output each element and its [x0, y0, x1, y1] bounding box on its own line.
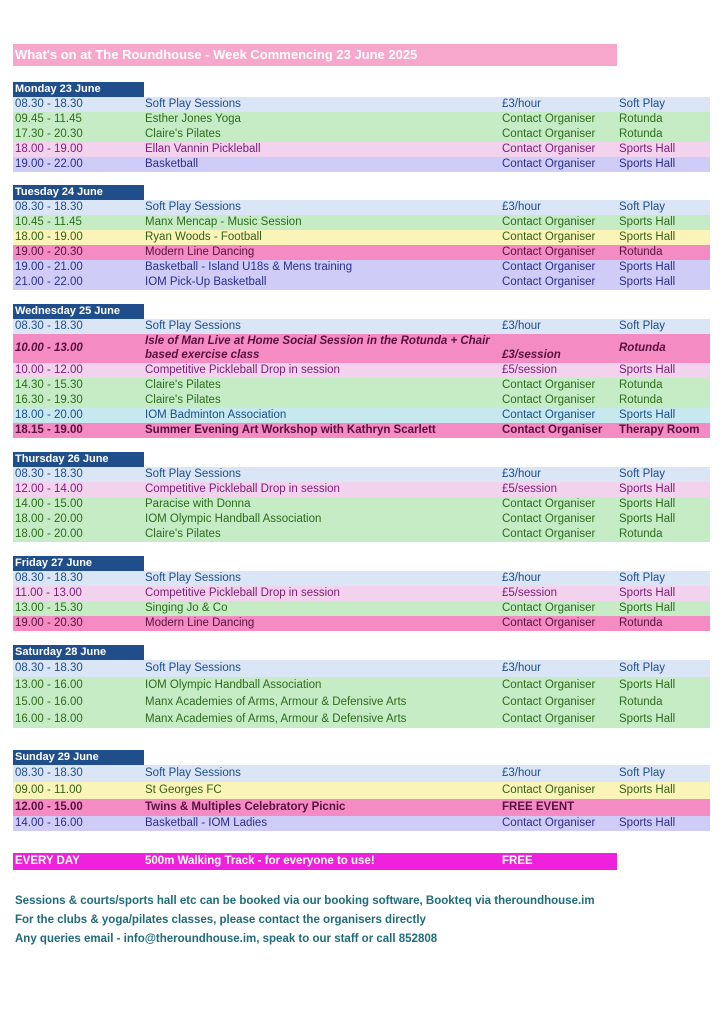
event-venue: Sports Hall [619, 784, 676, 796]
day-section [13, 304, 710, 438]
day-header: Monday 23 June [13, 82, 144, 97]
event-price: Contact Organiser [502, 113, 596, 125]
event-row [13, 215, 710, 230]
day-section [13, 645, 710, 728]
event-venue: Sports Hall [619, 231, 676, 243]
event-row [13, 816, 710, 831]
event-row [13, 260, 710, 275]
event-time: 11.00 - 13.00 [15, 587, 82, 599]
event-venue: Therapy Room [619, 424, 700, 436]
event-name: St Georges FC [145, 784, 222, 796]
event-row [13, 97, 710, 112]
event-venue: Soft Play [619, 662, 666, 674]
event-price: £5/session [502, 483, 557, 495]
event-time: 08.30 - 18.30 [15, 201, 83, 213]
event-name: Summer Evening Art Workshop with Kathryn Scarlett [145, 424, 436, 436]
event-row [13, 512, 710, 527]
day-header: Sunday 29 June [13, 750, 144, 765]
event-venue: Sports Hall [619, 158, 676, 170]
event-time: 13.00 - 16.00 [15, 679, 83, 691]
day-section [13, 556, 710, 631]
footer-line-clubs: For the clubs & yoga/pilates classes, please contact the organisers directly [15, 914, 426, 926]
event-time: 09.45 - 11.45 [15, 113, 82, 125]
event-time: 08.30 - 18.30 [15, 662, 83, 674]
event-price: Contact Organiser [502, 143, 596, 155]
event-name: Claire's Pilates [145, 128, 221, 140]
event-venue: Sports Hall [619, 364, 676, 376]
event-name: Ellan Vannin Pickleball [145, 143, 261, 155]
event-price: Contact Organiser [502, 784, 596, 796]
event-venue: Sports Hall [619, 216, 676, 228]
event-venue: Rotunda [619, 696, 663, 708]
event-row [13, 363, 710, 378]
event-row [13, 393, 710, 408]
event-venue: Sports Hall [619, 483, 676, 495]
event-price: Contact Organiser [502, 409, 596, 421]
event-price: Contact Organiser [502, 513, 596, 525]
event-row [13, 334, 710, 363]
day-header: Saturday 28 June [13, 645, 144, 660]
event-row [13, 586, 710, 601]
event-venue: Sports Hall [619, 409, 676, 421]
event-price: Contact Organiser [502, 394, 596, 406]
event-price: Contact Organiser [502, 128, 596, 140]
event-time: 18.00 - 19.00 [15, 143, 83, 155]
event-price: Contact Organiser [502, 158, 596, 170]
event-price: Contact Organiser [502, 379, 596, 391]
everyday-price: FREE [502, 855, 533, 867]
event-time: 17.30 - 20.30 [15, 128, 83, 140]
event-time: 10.00 - 13.00 [15, 342, 83, 354]
event-time: 14.00 - 15.00 [15, 498, 83, 510]
event-name: Manx Academies of Arms, Armour & Defensive Arts [145, 696, 407, 708]
event-price: £3/hour [502, 662, 542, 674]
day-section [13, 185, 710, 290]
event-row [13, 677, 710, 694]
event-time: 08.30 - 18.30 [15, 98, 83, 110]
event-name: Soft Play Sessions [145, 201, 241, 213]
event-venue: Rotunda [619, 617, 663, 629]
event-time: 09.00 - 11.00 [15, 784, 82, 796]
event-time: 14.30 - 15.30 [15, 379, 83, 391]
event-price: £3/hour [502, 320, 542, 332]
event-price: Contact Organiser [502, 424, 603, 436]
event-price: Contact Organiser [502, 261, 596, 273]
event-venue: Rotunda [619, 528, 663, 540]
event-price: FREE EVENT [502, 801, 575, 813]
event-name: Basketball - IOM Ladies [145, 817, 268, 829]
event-price: £5/session [502, 587, 557, 599]
event-price: £3/hour [502, 201, 542, 213]
event-price: Contact Organiser [502, 231, 596, 243]
event-row [13, 157, 710, 172]
event-row [13, 799, 710, 816]
event-name: IOM Pick-Up Basketball [145, 276, 267, 288]
event-name: Ryan Woods - Football [145, 231, 262, 243]
event-venue: Sports Hall [619, 276, 676, 288]
footer-line-booking: Sessions & courts/sports hall etc can be booked via our booking software, Bookteq via theroundhouse.im [15, 895, 595, 907]
event-venue: Soft Play [619, 767, 666, 779]
event-price: £3/hour [502, 468, 542, 480]
event-venue: Sports Hall [619, 261, 676, 273]
event-name: Claire's Pilates [145, 379, 221, 391]
event-time: 21.00 - 22.00 [15, 276, 83, 288]
everyday-name: 500m Walking Track - for everyone to use! [145, 855, 375, 867]
event-time: 14.00 - 16.00 [15, 817, 83, 829]
event-name: Twins & Multiples Celebratory Picnic [145, 801, 346, 813]
event-venue: Rotunda [619, 246, 663, 258]
event-row [13, 601, 710, 616]
event-time: 16.00 - 18.00 [15, 713, 83, 725]
event-name: Claire's Pilates [145, 394, 221, 406]
event-name: Modern Line Dancing [145, 246, 255, 258]
event-time: 19.00 - 20.30 [15, 617, 83, 629]
event-row [13, 200, 710, 215]
event-time: 19.00 - 22.00 [15, 158, 83, 170]
event-time: 12.00 - 14.00 [15, 483, 83, 495]
event-row [13, 765, 710, 782]
event-name: Isle of Man Live at Home Social Session in the Rotunda + Chair based exercise class [145, 335, 490, 361]
event-name: Esther Jones Yoga [145, 113, 241, 125]
day-header: Tuesday 24 June [13, 185, 144, 200]
event-venue: Sports Hall [619, 143, 676, 155]
event-time: 13.00 - 15.30 [15, 602, 83, 614]
event-row [13, 142, 710, 157]
event-name: IOM Olympic Handball Association [145, 679, 322, 691]
event-time: 18.00 - 20.00 [15, 528, 83, 540]
event-name: Competitive Pickleball Drop in session [145, 364, 340, 376]
event-name: Soft Play Sessions [145, 98, 241, 110]
event-row [13, 423, 710, 438]
event-name: Competitive Pickleball Drop in session [145, 587, 340, 599]
everyday-label: EVERY DAY [15, 855, 80, 867]
event-row [13, 571, 710, 586]
event-name: Competitive Pickleball Drop in session [145, 483, 340, 495]
event-venue: Sports Hall [619, 817, 676, 829]
event-price: Contact Organiser [502, 679, 596, 691]
event-venue: Rotunda [619, 379, 663, 391]
event-time: 18.15 - 19.00 [15, 424, 83, 436]
event-venue: Sports Hall [619, 679, 676, 691]
event-price: £3/hour [502, 98, 542, 110]
event-name: Basketball - Island U18s & Mens training [145, 261, 353, 273]
event-time: 08.30 - 18.30 [15, 767, 83, 779]
event-time: 08.30 - 18.30 [15, 468, 83, 480]
event-name: Modern Line Dancing [145, 617, 255, 629]
event-time: 18.00 - 19.00 [15, 231, 83, 243]
event-time: 15.00 - 16.00 [15, 696, 83, 708]
event-name: Soft Play Sessions [145, 767, 241, 779]
event-row [13, 711, 710, 728]
event-venue: Sports Hall [619, 498, 676, 510]
day-section [13, 750, 710, 831]
event-row [13, 467, 710, 482]
event-venue: Soft Play [619, 468, 666, 480]
event-price: Contact Organiser [502, 696, 596, 708]
event-row [13, 319, 710, 334]
day-section [13, 82, 710, 172]
event-name: Manx Academies of Arms, Armour & Defensive Arts [145, 713, 407, 725]
event-row [13, 527, 710, 542]
event-name: Soft Play Sessions [145, 468, 241, 480]
event-row [13, 497, 710, 512]
day-section [13, 452, 710, 542]
event-name: Basketball [145, 158, 199, 170]
event-price: £3/session [502, 349, 561, 361]
event-price: Contact Organiser [502, 276, 596, 288]
event-price: Contact Organiser [502, 713, 596, 725]
event-row [13, 616, 710, 631]
event-venue: Sports Hall [619, 587, 676, 599]
event-time: 10.45 - 11.45 [15, 216, 82, 228]
event-row [13, 275, 710, 290]
event-row [13, 112, 710, 127]
event-price: Contact Organiser [502, 528, 596, 540]
event-price: Contact Organiser [502, 498, 596, 510]
event-name: Claire's Pilates [145, 528, 221, 540]
event-row [13, 245, 710, 260]
event-row [13, 782, 710, 799]
event-price: Contact Organiser [502, 216, 596, 228]
event-name: Soft Play Sessions [145, 662, 241, 674]
event-row [13, 230, 710, 245]
event-name: IOM Olympic Handball Association [145, 513, 322, 525]
event-venue: Soft Play [619, 572, 666, 584]
event-name: Manx Mencap - Music Session [145, 216, 302, 228]
event-venue: Sports Hall [619, 513, 676, 525]
event-price: £5/session [502, 364, 557, 376]
event-row [13, 660, 710, 677]
event-row [13, 694, 710, 711]
event-price: £3/hour [502, 767, 542, 779]
event-row [13, 482, 710, 497]
event-time: 12.00 - 15.00 [15, 801, 83, 813]
footer-notes [15, 892, 595, 949]
event-venue: Soft Play [619, 320, 666, 332]
event-row [13, 378, 710, 393]
event-name: Soft Play Sessions [145, 572, 241, 584]
event-time: 10.00 - 12.00 [15, 364, 83, 376]
everyday-banner [13, 853, 617, 870]
event-venue: Sports Hall [619, 713, 676, 725]
event-time: 19.00 - 20.30 [15, 246, 83, 258]
event-row [13, 408, 710, 423]
event-price: Contact Organiser [502, 246, 596, 258]
event-time: 16.30 - 19.30 [15, 394, 83, 406]
event-row [13, 127, 710, 142]
event-name: IOM Badminton Association [145, 409, 287, 421]
event-venue: Soft Play [619, 98, 666, 110]
event-price: £3/hour [502, 572, 542, 584]
event-time: 18.00 - 20.00 [15, 513, 83, 525]
day-header: Friday 27 June [13, 556, 144, 571]
event-time: 18.00 - 20.00 [15, 409, 83, 421]
event-price: Contact Organiser [502, 617, 596, 629]
event-time: 08.30 - 18.30 [15, 320, 83, 332]
footer-line-contact: Any queries email - info@theroundhouse.im, speak to our staff or call 852808 [15, 933, 438, 945]
event-price: Contact Organiser [502, 602, 596, 614]
event-venue: Rotunda [619, 113, 663, 125]
event-venue: Rotunda [619, 342, 666, 354]
event-name: Singing Jo & Co [145, 602, 228, 614]
event-venue: Soft Play [619, 201, 666, 213]
event-price: Contact Organiser [502, 817, 596, 829]
page-title: What's on at The Roundhouse - Week Commencing 23 June 2025 [13, 44, 617, 66]
event-venue: Rotunda [619, 128, 663, 140]
event-venue: Sports Hall [619, 602, 676, 614]
day-header: Thursday 26 June [13, 452, 144, 467]
event-name: Soft Play Sessions [145, 320, 241, 332]
event-name: Paracise with Donna [145, 498, 251, 510]
event-time: 08.30 - 18.30 [15, 572, 83, 584]
day-header: Wednesday 25 June [13, 304, 144, 319]
event-time: 19.00 - 21.00 [15, 261, 83, 273]
event-venue: Rotunda [619, 394, 663, 406]
